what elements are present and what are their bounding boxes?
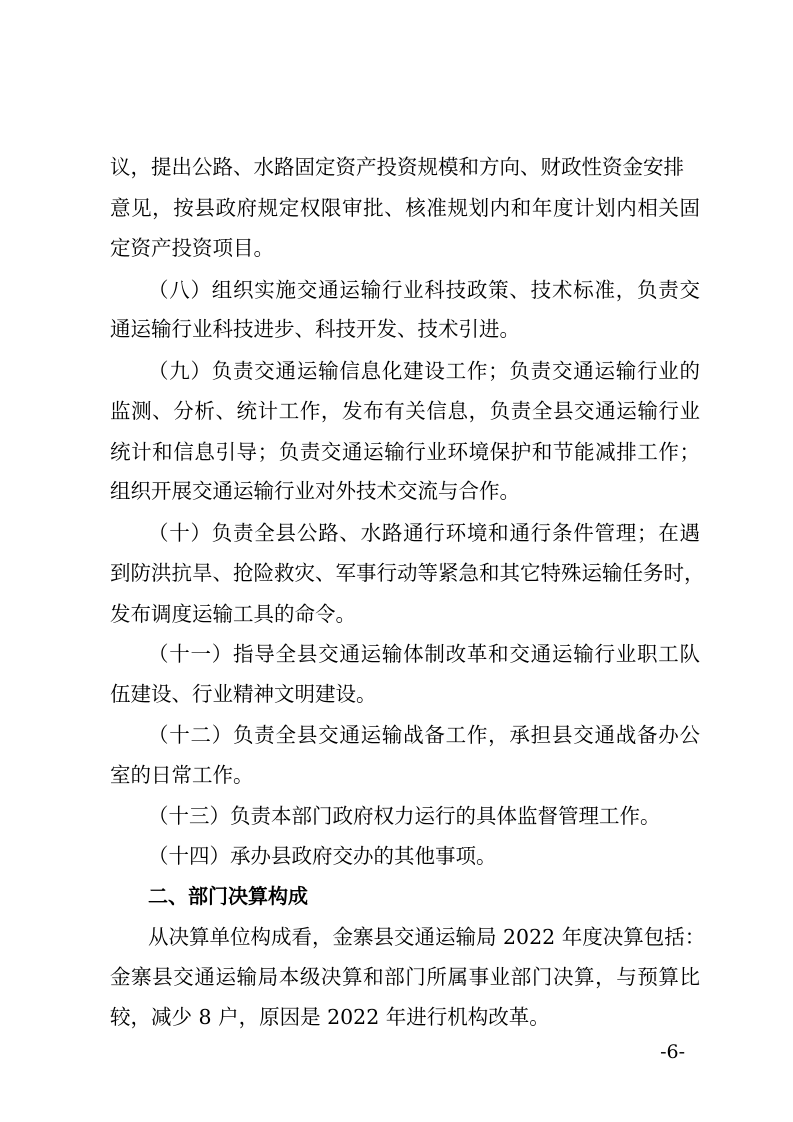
text-line: 伍建设、行业精神文明建设。 (110, 682, 377, 706)
text-line: 较，减少 8 户，原因是 2022 年进行机构改革。 (110, 1005, 550, 1029)
text-line: 统计和信息引导；负责交通运输行业环境保护和节能减排工作； (110, 440, 700, 464)
text-line: 从决算单位构成看，金寨县交通运输局 2022 年度决算包括： (148, 925, 706, 949)
text-line: （十一）指导全县交通运输体制改革和交通运输行业职工队 (148, 642, 700, 666)
text-line: （十）负责全县公路、水路通行环境和通行条件管理；在遇 (148, 521, 700, 545)
section-heading: 二、部门决算构成 (148, 884, 308, 908)
text-line: 组织开展交通运输行业对外技术交流与合作。 (110, 479, 520, 503)
text-line: （十四）承办县政府交办的其他事项。 (148, 844, 497, 868)
text-line: 通运输行业科技进步、科技开发、技术引进。 (110, 317, 520, 341)
text-line: （十三）负责本部门政府权力运行的具体监督管理工作。 (148, 804, 661, 828)
text-line: 发布调度运输工具的命令。 (110, 602, 356, 626)
text-line: 室的日常工作。 (110, 763, 254, 787)
text-line: 到防洪抗旱、抢险救灾、军事行动等紧急和其它特殊运输任务时， (110, 561, 705, 585)
text-line: 意见，按县政府规定权限审批、核准规划内和年度计划内相关固 (110, 196, 700, 220)
page-number: -6- (660, 1041, 685, 1063)
text-line: 议，提出公路、水路固定资产投资规模和方向、财政性资金安排 (110, 155, 684, 179)
text-line: 定资产投资项目。 (110, 236, 274, 260)
text-line: 金寨县交通运输局本级决算和部门所属事业部门决算，与预算比 (110, 965, 700, 989)
text-line: （九）负责交通运输信息化建设工作；负责交通运输行业的 (148, 359, 700, 383)
text-line: 监测、分析、统计工作，发布有关信息，负责全县交通运输行业 (110, 399, 700, 423)
text-line: （十二）负责全县交通运输战备工作，承担县交通战备办公 (148, 723, 700, 747)
text-line: （八）组织实施交通运输行业科技政策、技术标准，负责交 (148, 278, 700, 302)
